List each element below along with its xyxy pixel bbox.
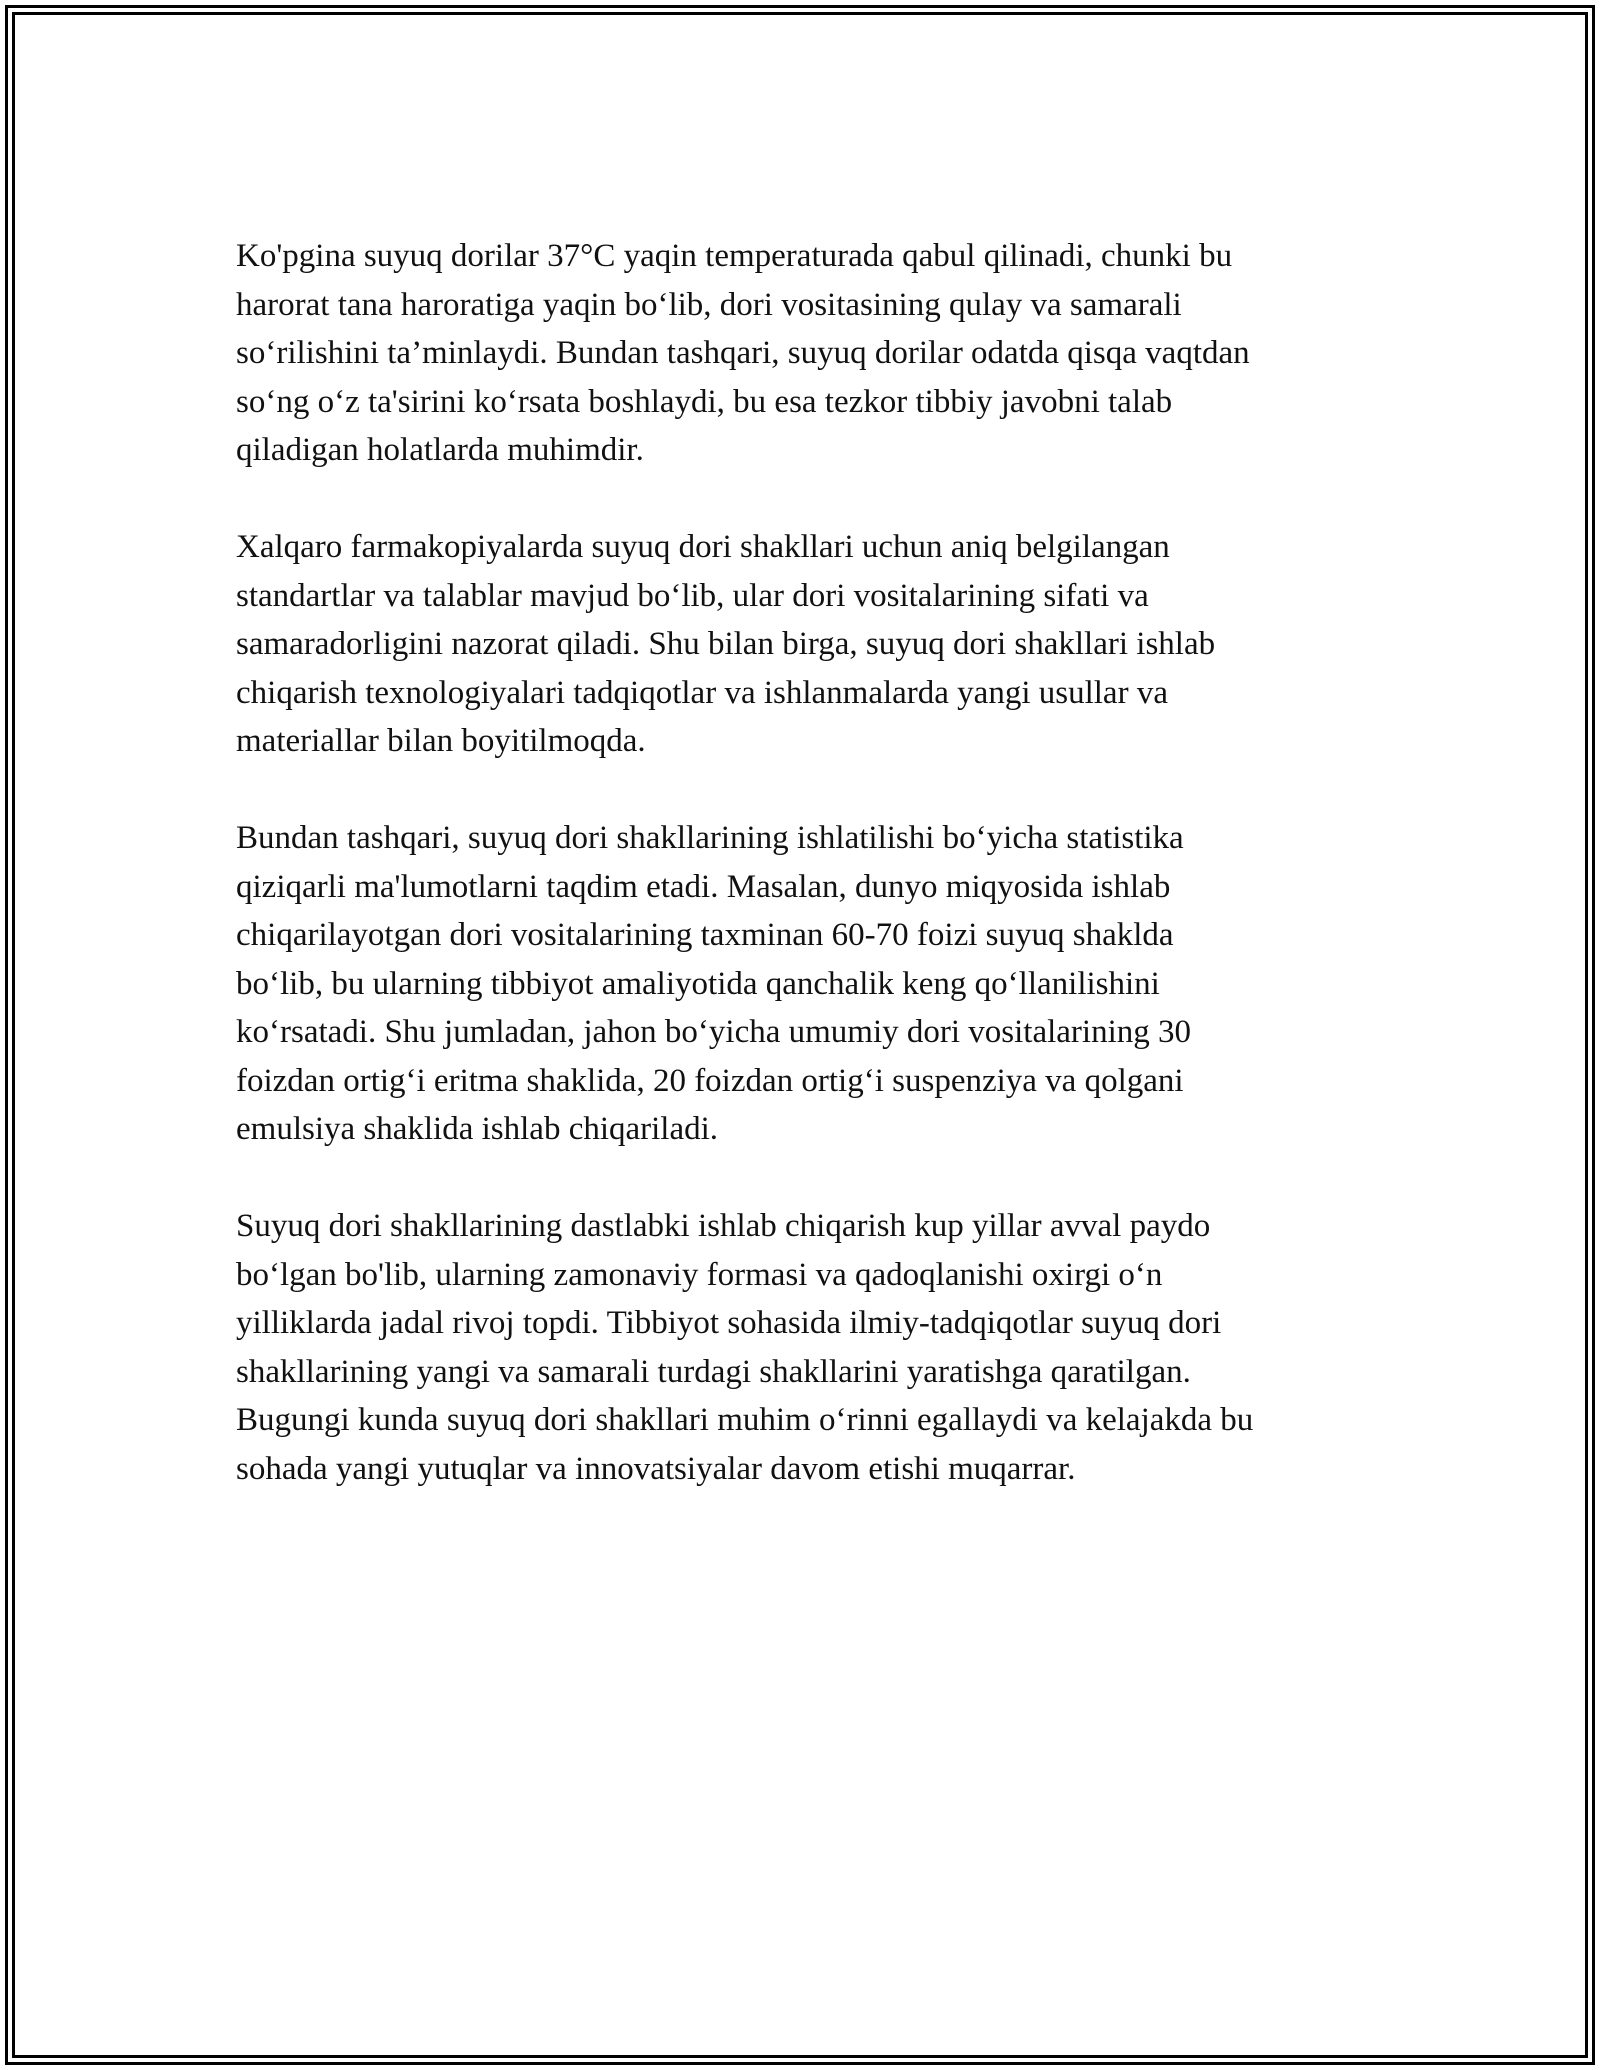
text-line: qiladigan holatlarda muhimdir. (236, 432, 644, 468)
text-line: chiqarilayotgan dori vositalarining taxminan 60-70 foizi suyuq shaklda (236, 917, 1174, 953)
text-line: bo‘lgan bo'lib, ularning zamonaviy formasi va qadoqlanishi oxirgi o‘n (236, 1256, 1163, 1293)
text-line: emulsiya shaklida ishlab chiqariladi. (236, 1111, 719, 1147)
text-line: so‘rilishini ta’minlaydi. Bundan tashqari, suyuq dorilar odatda qisqa vaqtdan (236, 335, 1250, 371)
text-line: harorat tana haroratiga yaqin bo‘lib, dori vositasining qulay va samarali (236, 286, 1182, 323)
text-line: Bugungi kunda suyuq dori shakllari muhim o‘rinni egallaydi va kelajakda bu (236, 1402, 1254, 1438)
paragraph-2 (236, 523, 1386, 766)
text-line: Xalqaro farmakopiyalarda suyuq dori shakllari uchun aniq belgilangan (236, 529, 1170, 565)
text-line: Suyuq dori shakllarining dastlabki ishlab chiqarish kup yillar avval paydo (236, 1208, 1211, 1244)
paragraph-3 (236, 814, 1386, 1154)
text-line: chiqarish texnologiyalari tadqiqotlar va ishlanmalarda yangi usullar va (236, 674, 1168, 711)
document-body (236, 232, 1386, 1542)
paragraph-4 (236, 1202, 1386, 1493)
text-line: materiallar bilan boyitilmoqda. (236, 723, 646, 759)
text-line: Ko'pgina suyuq dorilar 37°C yaqin temperaturada qabul qilinadi, chunki bu (236, 238, 1233, 274)
text-line: qiziqarli ma'lumotlarni taqdim etadi. Masalan, dunyo miqyosida ishlab (236, 868, 1171, 905)
text-line: bo‘lib, bu ularning tibbiyot amaliyotida qanchalik keng qo‘llanilishini (236, 965, 1160, 1002)
text-line: shakllarining yangi va samarali turdagi shakllarini yaratishga qaratilgan. (236, 1353, 1191, 1390)
text-line: sohada yangi yutuqlar va innovatsiyalar davom etishi muqarrar. (236, 1450, 1076, 1487)
text-line: ko‘rsatadi. Shu jumladan, jahon bo‘yicha umumiy dori vositalarining 30 (236, 1014, 1192, 1050)
text-line: foizdan ortig‘i eritma shaklida, 20 foizdan ortig‘i suspenziya va qolgani (236, 1062, 1184, 1099)
text-line: so‘ng o‘z ta'sirini ko‘rsata boshlaydi, bu esa tezkor tibbiy javobni talab (236, 383, 1173, 420)
text-line: Bundan tashqari, suyuq dori shakllarining ishlatilishi bo‘yicha statistika (236, 820, 1184, 856)
text-line: samaradorligini nazorat qiladi. Shu bilan birga, suyuq dori shakllari ishlab (236, 626, 1216, 662)
text-line: standartlar va talablar mavjud bo‘lib, ular dori vositalarining sifati va (236, 577, 1149, 614)
paragraph-1 (236, 232, 1386, 475)
text-line: yilliklarda jadal rivoj topdi. Tibbiyot sohasida ilmiy-tadqiqotlar suyuq dori (236, 1305, 1222, 1341)
